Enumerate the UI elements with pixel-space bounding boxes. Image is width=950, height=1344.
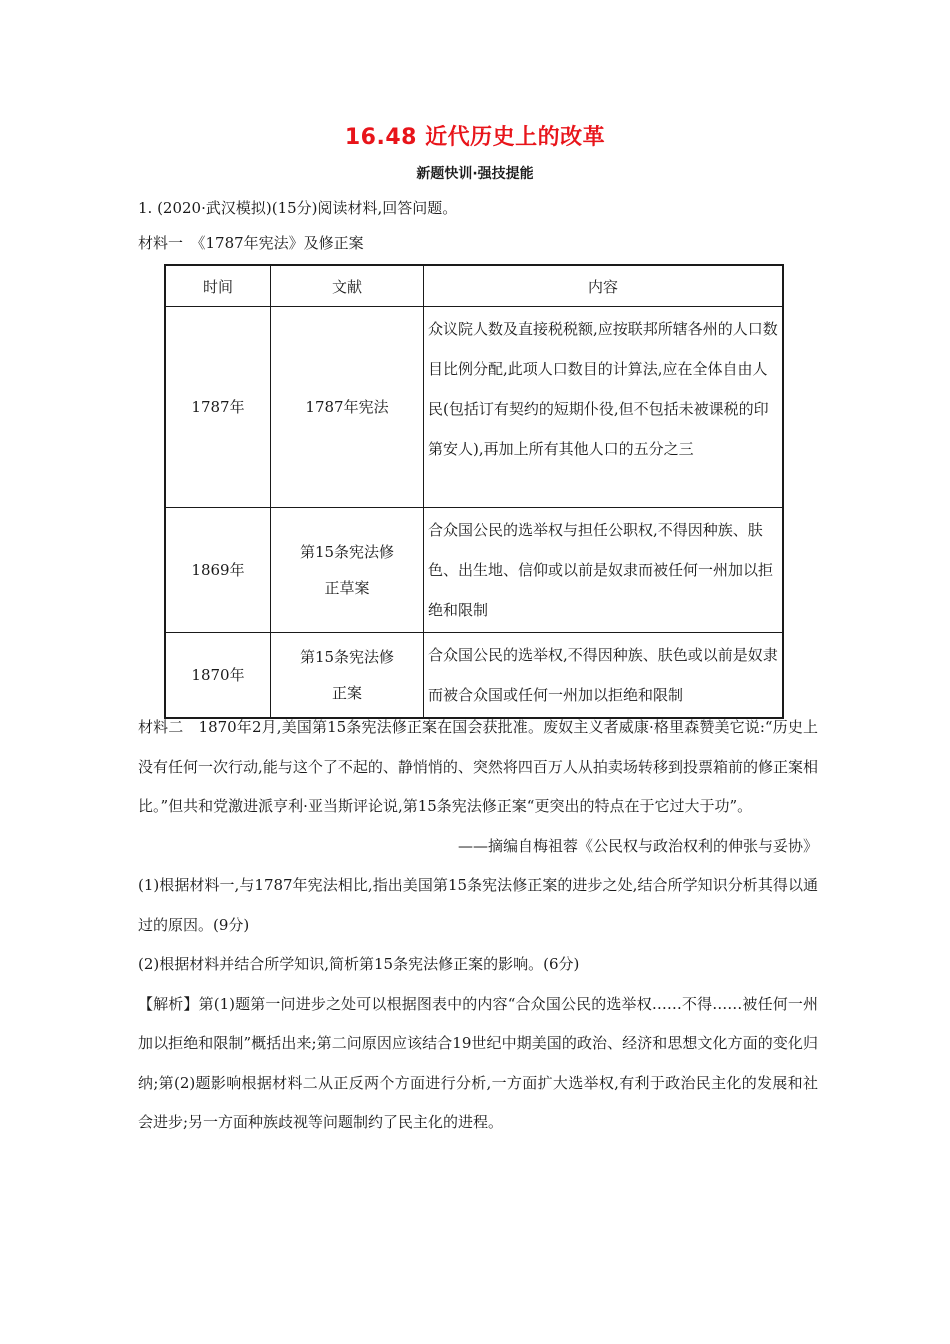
material2-text: 材料二 1870年2月,美国第15条宪法修正案在国会获批准。废奴主义者威康·格里森赞美它说:“历史上没有任何一次行动,能与这个了不起的、静悄悄的、突然将四百万人从拍卖场转移到投票箱前的修正案相比。”但共和党激进派亨利·亚当斯评论说,第15条宪法修正案“更突出的特点在于它过大于功”。 <box>138 718 818 815</box>
material2-paragraph <box>138 708 818 1143</box>
table-row <box>165 633 783 719</box>
header-document: 文献 <box>271 265 424 307</box>
cell-document: 第15条宪法修正草案 <box>271 508 424 633</box>
cell-content: 众议院人数及直接税税额,应按联邦所辖各州的人口数目比例分配,此项人口数目的计算法,应在全体自由人民(包括订有契约的短期仆役,但不包括未被课税的印第安人),再加上所有其他人口的五分之三 <box>424 307 784 508</box>
header-time: 时间 <box>165 265 271 307</box>
table-row <box>165 508 783 633</box>
question-2: (2)根据材料并结合所学知识,简析第15条宪法修正案的影响。(6分) <box>138 955 580 973</box>
question-1: (1)根据材料一,与1787年宪法相比,指出美国第15条宪法修正案的进步之处,结合所学知识分析其得以通过的原因。(9分) <box>138 876 818 934</box>
cell-time: 1787年 <box>165 307 271 508</box>
header-content: 内容 <box>424 265 784 307</box>
cell-time: 1870年 <box>165 633 271 719</box>
table-row <box>165 307 783 508</box>
cell-time: 1869年 <box>165 508 271 633</box>
cell-content: 合众国公民的选举权与担任公职权,不得因种族、肤色、出生地、信仰或以前是奴隶而被任何一州加以拒绝和限制 <box>424 508 784 633</box>
material1-label: 材料一 《1787年宪法》及修正案 <box>138 234 364 252</box>
table-header-row <box>165 265 783 307</box>
section-subtitle: 新题快训·强技提能 <box>416 166 534 182</box>
question-header: 1. (2020·武汉模拟)(15分)阅读材料,回答问题。 <box>138 199 458 217</box>
analysis-text: 【解析】第(1)题第一问进步之处可以根据图表中的内容“合众国公民的选举权……不得……被任何一州加以拒绝和限制”概括出来;第二问原因应该结合19世纪中期美国的政治、经济和思想文化方面的变化归纳;第(2)题影响根据材料二从正反两个方面进行分析,一方面扩大选举权,有利于政治民主化的发展和社会进步;另一方面种族歧视等问题制约了民主化的进程。 <box>138 994 818 1131</box>
page-title: 16.48 近代历史上的改革 <box>344 125 606 150</box>
cell-document: 第15条宪法修正案 <box>271 633 424 719</box>
material2-source: ——摘编自梅祖蓉《公民权与政治权利的伸张与妥协》 <box>457 836 818 855</box>
cell-document: 1787年宪法 <box>271 307 424 508</box>
cell-content: 合众国公民的选举权,不得因种族、肤色或以前是奴隶而被合众国或任何一州加以拒绝和限制 <box>424 633 784 719</box>
material-table <box>164 264 784 719</box>
